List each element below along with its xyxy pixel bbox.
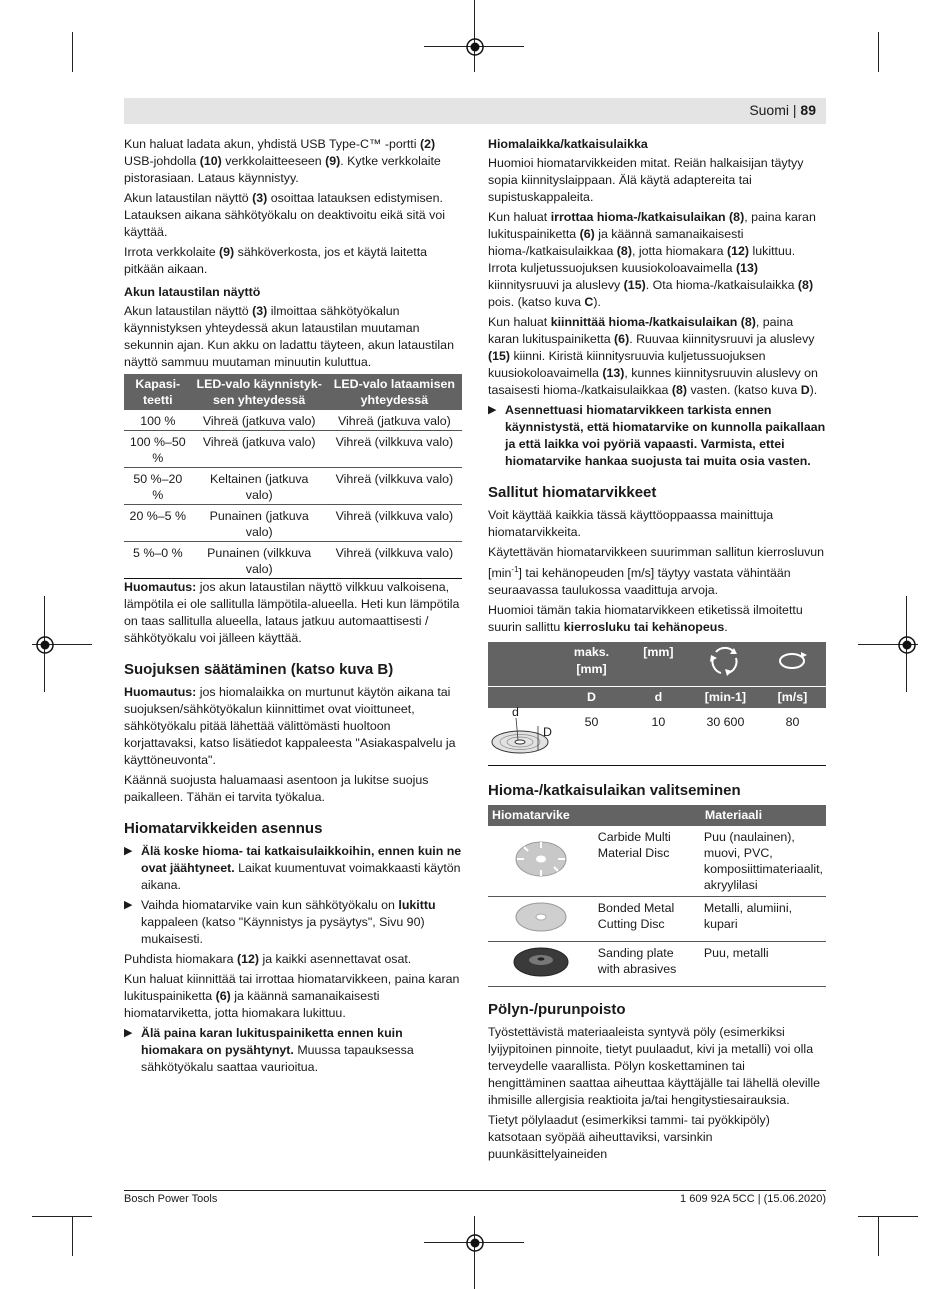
section-heading: Hioma-/katkaisulaikan valitseminen — [488, 781, 741, 799]
bullet-text: Asennettuasi hiomatarvikkeen tarkista ennen käynnistystä, että hiomatarvike on kunnolla paikallaan ja että laikka voi pyöriä vapaasti. Varmista, ettei hiomatarvike hankaa suojusta tai muita osia vasten. — [505, 403, 826, 468]
page-number — [749, 102, 826, 118]
bullet-arrow-icon: ▶ — [488, 404, 497, 416]
paragraph: Voit käyttää kaikkia tässä käyttöoppaassa mainittuja hiomatarvikkeita. — [488, 508, 774, 539]
table-cell: Keltainen (jatkuva valo) — [192, 468, 327, 505]
header-page: 89 — [800, 102, 816, 118]
footer-doc-id: 1 609 92A 5CC | (15.06.2020) — [680, 1193, 826, 1205]
table-cell: Punainen (jatkuva valo) — [192, 505, 327, 542]
bullet-arrow-icon: ▶ — [124, 899, 133, 911]
table-cell: 20 %–5 % — [124, 505, 192, 542]
table-header: Kapasi-teetti — [124, 374, 192, 410]
table-cell: 50 %–20 % — [124, 468, 192, 505]
table-cell: Punainen (vilkkuva valo) — [192, 542, 327, 579]
table-cell: 100 % — [124, 410, 192, 431]
bullet-item — [124, 1025, 462, 1076]
table-cell: 50 — [584, 714, 599, 729]
charge-status-table — [124, 374, 462, 579]
accessory-material: Puu (naulainen), muovi, PVC, komposiittimateriaalit, akryylilasi — [701, 826, 826, 897]
bullet-arrow-icon: ▶ — [124, 845, 133, 857]
crop-mark — [32, 1216, 92, 1217]
registration-mark-icon — [460, 32, 490, 62]
paragraph: Puhdista hiomakara (12) ja kaikki asennettavat osat. — [124, 952, 412, 966]
registration-mark-icon — [30, 630, 60, 660]
paragraph: Akun lataustilan näyttö (3) ilmoittaa sähkötyökalun käynnistyksen yhteydessä akun lataustilan muutaman sekunnin ajan. Kun akku on ladattu täyteen, akun lataustilan näyttö sammuu muutaman minuutin kuluttua. — [124, 304, 454, 369]
paragraph: Kun haluat kiinnittää tai irrottaa hiomatarvikkeen, paina karan lukituspainiketta (6) ja käännä samanaikaisesti hiomatarviketta, jotta hiomakara lukittuu. — [124, 972, 460, 1020]
registration-mark-icon — [892, 630, 922, 660]
paragraph: Käännä suojusta haluamaasi asentoon ja lukitse suojus paikalleen. Tähän ei tarvita työkalua. — [124, 773, 429, 804]
bullet-item — [124, 843, 462, 894]
right-column — [488, 136, 826, 1166]
paragraph: Akun lataustilan näyttö (3) osoittaa latauksen edistymisen. Latauksen aikana sähkötyökalu on deaktivoitu eikä sitä voi käyttää. — [124, 191, 445, 239]
left-column — [124, 136, 462, 1079]
section-heading: Suojuksen säätäminen (katso kuva B) — [124, 661, 394, 678]
table-cell: Vihreä (vilkkuva valo) — [327, 542, 462, 579]
section-heading: Pölyn-/purunpoisto — [488, 1000, 626, 1018]
accessory-material-table — [488, 805, 826, 987]
disc-dimension-diagram — [488, 704, 558, 766]
paragraph: Tietyt pölylaadut (esimerkiksi tammi- tai pyökkipöly) katsotaan syöpää aiheuttaviksi, varsinkin puunkäsittelyaineiden — [488, 1112, 770, 1161]
bullet-text: Vaihda hiomatarvike vain kun sähkötyökalu on lukittu kappaleen (katso "Käynnistys ja pysäytys", Sivu 90) mukaisesti. — [141, 898, 436, 946]
crop-mark — [858, 1216, 918, 1217]
bullet-text: Älä koske hioma- tai katkaisulaikkoihin, ennen kuin ne ovat jäähtyneet. Laikat kuumentuvat voimakkaasti käytön aikana. — [141, 844, 462, 892]
bullet-item — [124, 897, 462, 948]
table-row — [124, 505, 462, 542]
footer-brand: Bosch Power Tools — [124, 1193, 218, 1205]
bullet-item — [488, 402, 826, 470]
sanding-plate-image — [488, 941, 595, 986]
paragraph: Kun haluat irrottaa hioma-/katkaisulaikan (8), paina karan lukituspainiketta (6) ja käännä samanaikaisesti hioma-/katkaisulaikkaa (8), jotta hiomakara (12) lukittuu. Irrota kuljetussuojuksen kuusiokoloavaimella (13) kiinnitysruuvi ja aluslevy (15). Ota hioma-/katkaisulaikka (8) pois. (katso kuva C). — [488, 210, 816, 309]
disc-label-d: d — [512, 704, 519, 719]
table-row — [488, 941, 826, 986]
crop-mark — [72, 32, 73, 72]
table-row — [124, 431, 462, 468]
peripheral-speed-icon — [759, 642, 826, 686]
table-header: Materiaali — [701, 805, 826, 826]
accessory-material: Metalli, alumiini, kupari — [701, 896, 826, 941]
page-header — [124, 98, 826, 124]
table-header: d — [625, 686, 692, 708]
disc-label-D: D — [543, 724, 552, 739]
carbide-disc-image — [488, 826, 595, 897]
table-header: LED-valo lataamisen yhteydessä — [327, 374, 462, 410]
paragraph: Huomioi tämän takia hiomatarvikkeen etiketissä ilmoitettu suurin sallittu kierrosluku tai kehänopeus. — [488, 603, 803, 635]
table-cell: Vihreä (jatkuva valo) — [192, 410, 327, 431]
table-cell: 5 %–0 % — [124, 542, 192, 579]
table-cell: Vihreä (jatkuva valo) — [327, 410, 462, 431]
table-cell: 100 %–50 % — [124, 431, 192, 468]
metal-cutting-disc-image — [488, 896, 595, 941]
table-cell: Vihreä (vilkkuva valo) — [327, 431, 462, 468]
note: Huomautus: jos akun lataustilan näyttö vilkkuu valkoisena, lämpötila ei ole sallitulla lämpötila-alueella. Heti kun lämpötila on taas sallitulla alueella, lataus jatkuu automaattisesti / sähkötyökalu voi jälleen käyttää. — [124, 580, 460, 645]
table-header: [min-1] — [692, 686, 759, 708]
table-header — [488, 642, 558, 686]
table-header: [mm] — [625, 642, 692, 686]
table-row — [124, 468, 462, 505]
subheading: Hiomalaikka/katkaisulaikka — [488, 137, 648, 151]
table-header: LED-valo käynnistyk-sen yhteydessä — [192, 374, 327, 410]
table-header — [488, 686, 558, 708]
table-cell: 80 — [785, 714, 800, 729]
paragraph: Käytettävän hiomatarvikkeen suurimman sallitun kierrosluvun $[\min^{-1}]$ tai kehänopeuden [m/s] täytyy vastata vähintään seuraavassa taulukossa vaadittuja arvoja. — [488, 545, 825, 598]
crop-mark — [878, 1216, 879, 1256]
accessory-name: Bonded Metal Cutting Disc — [595, 896, 701, 941]
crop-mark — [878, 32, 879, 72]
paragraph: Huomioi hiomatarvikkeiden mitat. Reiän halkaisijan täytyy sopia kiinnityslaippaan. Älä käytä adaptereita tai supistuskappaleita. — [488, 156, 804, 204]
table-cell: 30 600 — [706, 714, 745, 729]
bullet-arrow-icon: ▶ — [124, 1027, 133, 1039]
table-cell: Vihreä (vilkkuva valo) — [327, 468, 462, 505]
header-language: Suomi — [749, 102, 789, 118]
crop-mark — [72, 1216, 73, 1256]
table-header: Hiomatarvike — [488, 805, 701, 826]
rotation-speed-icon — [692, 642, 759, 686]
registration-mark-icon — [460, 1228, 490, 1258]
table-cell: Vihreä (vilkkuva valo) — [327, 505, 462, 542]
table-header: maks. [mm] — [558, 642, 625, 686]
table-row — [124, 410, 462, 431]
table-row — [124, 542, 462, 579]
paragraph: Kun haluat kiinnittää hioma-/katkaisulaikan (8), paina karan lukituspainiketta (6). Ruuvaa kiinnitysruuvi ja aluslevy (15) kiinni. Kiristä kiinnitysruuvia kuljetussuojuksen kuusiokoloavaimella (13), kunnes kiinnitysruuvin aluslevy on tasaisesti hioma-/katkaisulaikkaa (8) vasten. (katso kuva D). — [488, 315, 818, 397]
table-row — [488, 826, 826, 897]
bullet-text: Älä paina karan lukituspainiketta ennen kuin hiomakara on pysähtynyt. Muussa tapauksessa sähkötyökalu saattaa vaurioitua. — [141, 1026, 414, 1074]
header-separator: | — [792, 102, 797, 118]
section-heading: Sallitut hiomatarvikkeet — [488, 484, 657, 501]
accessory-name: Carbide Multi Material Disc — [595, 826, 701, 897]
note: Huomautus: jos hiomalaikka on murtunut käytön aikana tai suojuksen/sähkötyökalun kiinnittimet ovat vioittuneet, sähkötyökalu pitää lähettää välittömästi huoltoon korjattavaksi, katso lisätiedot kappaleesta "Asiakaspalvelu ja käyttöneuvonta". — [124, 685, 456, 767]
section-heading: Hiomatarvikkeiden asennus — [124, 820, 323, 837]
accessory-material: Puu, metalli — [701, 941, 826, 986]
paragraph: Kun haluat ladata akun, yhdistä USB Type-C™ -portti (2) USB-johdolla (10) verkkolaitteeseen (9). Kytke verkkolaite pistorasiaan. Lataus käynnistyy. — [124, 137, 441, 185]
table-header: D — [558, 686, 625, 708]
table-header: [m/s] — [759, 686, 826, 708]
subheading: Akun lataustilan näyttö — [124, 285, 261, 299]
page-footer — [124, 1190, 826, 1205]
table-row — [488, 896, 826, 941]
table-cell: Vihreä (jatkuva valo) — [192, 431, 327, 468]
table-cell: 10 — [651, 714, 666, 729]
paragraph: Työstettävistä materiaaleista syntyvä pöly (esimerkiksi lyijypitoinen pinnoite, tietyt puulaadut, kivi ja metalli) voi olla terveydelle vaarallista. Pölyn koskettaminen tai hengittäminen saattaa aiheuttaa käyttäjälle tai lähellä oleville ihmisille allergisia reaktioita ja/tai hengitystiesairauksia. — [488, 1024, 821, 1107]
paragraph: Irrota verkkolaite (9) sähköverkosta, jos et käytä laitetta pitkään aikaan. — [124, 245, 428, 276]
accessory-name: Sanding plate with abrasives — [595, 941, 701, 986]
speed-table — [488, 642, 826, 766]
